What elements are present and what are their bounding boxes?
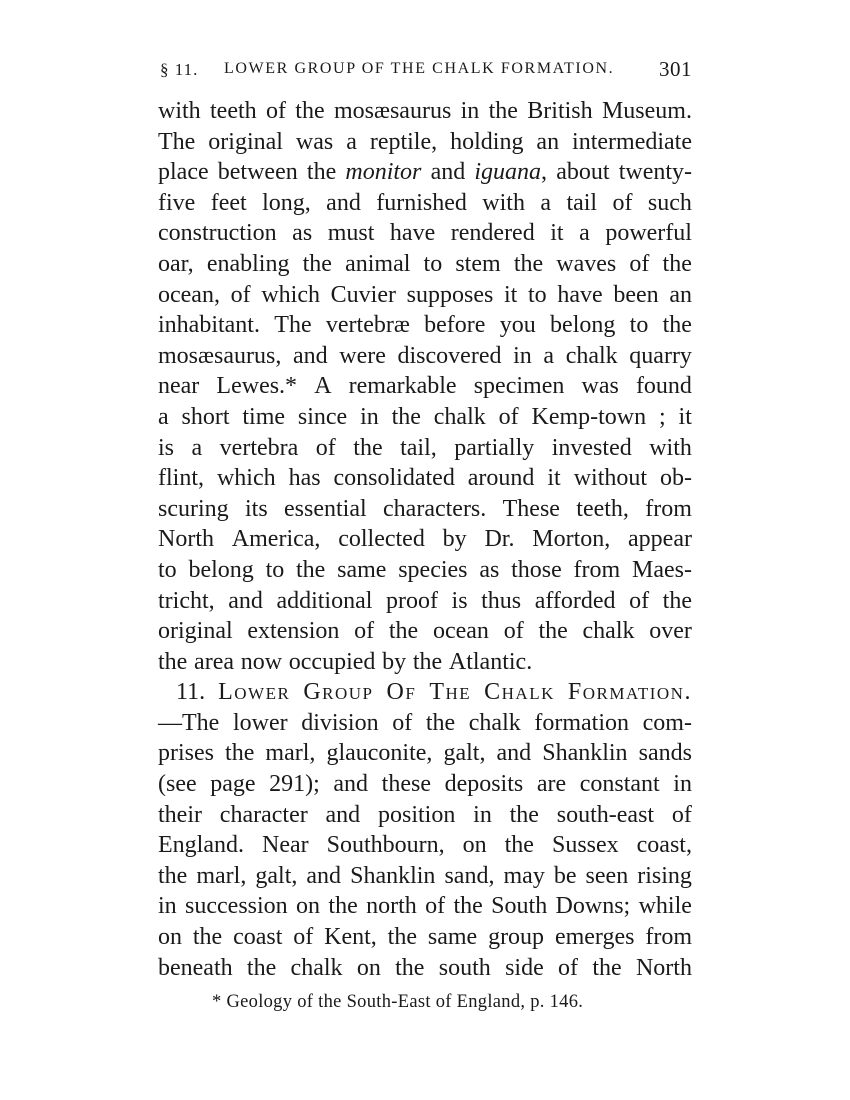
word: the xyxy=(353,434,383,461)
word: marl, xyxy=(196,862,247,889)
word: south-east xyxy=(556,801,655,828)
word: Atlantic. xyxy=(448,648,533,675)
text-line xyxy=(158,738,692,769)
page-number: 301 xyxy=(659,57,692,81)
word: character xyxy=(219,801,308,828)
word: flint, xyxy=(158,465,204,492)
word: belong xyxy=(188,556,254,583)
word: coast xyxy=(233,924,283,951)
word: Near xyxy=(261,832,309,859)
word: the xyxy=(395,954,425,981)
word: animal xyxy=(345,250,411,277)
text-line xyxy=(158,218,692,249)
word: ob- xyxy=(659,465,692,492)
word: were xyxy=(339,342,386,369)
word: of xyxy=(230,281,251,308)
word: England. xyxy=(158,832,244,859)
word: by xyxy=(442,526,467,553)
word: with xyxy=(158,98,201,124)
word: without xyxy=(573,465,648,492)
word: Southbourn, xyxy=(326,832,445,859)
word: was xyxy=(295,128,334,155)
word: must xyxy=(327,220,375,247)
word: prises xyxy=(158,740,214,767)
word: twenty- xyxy=(618,159,692,186)
word: in xyxy=(360,403,379,430)
word: around xyxy=(467,465,535,492)
word: north xyxy=(366,893,417,920)
word: and xyxy=(333,771,369,798)
word: which xyxy=(261,281,320,308)
word: and xyxy=(430,159,466,186)
word: the xyxy=(328,893,358,920)
word: original xyxy=(208,128,283,155)
word: Museum. xyxy=(601,98,692,124)
word: about xyxy=(556,159,610,186)
word: monitor xyxy=(345,159,422,186)
text-line xyxy=(158,922,692,953)
word: since xyxy=(297,403,348,430)
word: of xyxy=(629,250,650,277)
running-head xyxy=(160,57,692,90)
word: on xyxy=(462,832,487,859)
text-line xyxy=(158,524,692,555)
word: to xyxy=(528,281,547,308)
word: an xyxy=(669,281,692,308)
word: ocean xyxy=(432,618,489,645)
word: are xyxy=(536,771,567,798)
word: intermediate xyxy=(572,128,692,155)
word: on xyxy=(158,924,182,951)
word: occupied xyxy=(288,648,376,675)
word: Lewes.* xyxy=(216,373,298,400)
word: chalk xyxy=(582,618,635,645)
word: Shanklin xyxy=(350,862,436,889)
text-line xyxy=(158,310,692,341)
word: on xyxy=(356,954,381,981)
word: —The xyxy=(158,709,220,736)
running-head-section: § 11. xyxy=(160,60,199,79)
word: America, xyxy=(231,526,321,553)
word: is xyxy=(451,587,468,614)
word: of xyxy=(503,618,524,645)
word: scuring xyxy=(158,495,229,522)
word: Of xyxy=(386,679,417,706)
word: chalk xyxy=(433,403,486,430)
word: lower xyxy=(232,709,288,736)
word: marl, xyxy=(265,740,316,767)
word: from xyxy=(645,924,692,951)
word: 291); xyxy=(269,771,320,798)
word: area xyxy=(194,648,234,675)
word: Cuvier xyxy=(330,281,396,308)
word: a xyxy=(158,403,169,430)
word: and xyxy=(228,587,263,614)
section-heading-line xyxy=(158,677,692,708)
body-text xyxy=(158,96,692,983)
word: oar, xyxy=(158,250,194,277)
word: be xyxy=(553,862,577,889)
word: a xyxy=(540,189,552,216)
word: was xyxy=(581,373,619,400)
word: the xyxy=(306,159,337,186)
word: to xyxy=(629,312,649,339)
word: short xyxy=(181,403,230,430)
word: extension xyxy=(247,618,340,645)
word: partially xyxy=(454,434,535,461)
text-line xyxy=(158,647,692,678)
word: is xyxy=(158,434,175,461)
word: belong xyxy=(550,312,616,339)
word: place xyxy=(158,159,209,186)
text-line xyxy=(158,341,692,372)
text-line xyxy=(158,494,692,525)
word: the xyxy=(425,709,456,736)
word: the xyxy=(662,312,692,339)
word: from xyxy=(573,556,621,583)
word: it xyxy=(547,465,561,492)
word: chalk xyxy=(290,954,343,981)
word: the xyxy=(225,740,255,767)
word: in xyxy=(513,342,532,369)
word: North xyxy=(635,954,692,981)
word: collected xyxy=(338,526,425,553)
word: found xyxy=(635,373,692,400)
word: of xyxy=(354,618,375,645)
word: (see xyxy=(158,771,197,798)
word: on xyxy=(296,893,321,920)
word: now xyxy=(240,648,283,675)
word: has xyxy=(288,465,321,492)
word: the xyxy=(662,250,692,277)
text-line xyxy=(158,830,692,861)
word: the xyxy=(488,98,518,124)
word: inhabitant. xyxy=(158,312,260,339)
word: the xyxy=(391,403,421,430)
word: of xyxy=(425,893,446,920)
word: sands xyxy=(638,740,692,767)
word: constant xyxy=(579,771,660,798)
word: reptile, xyxy=(369,128,438,155)
word: tail, xyxy=(400,434,437,461)
text-line xyxy=(158,249,692,280)
word: side xyxy=(505,954,544,981)
word: seen xyxy=(585,862,629,889)
word: to xyxy=(423,250,443,277)
text-line xyxy=(158,402,692,433)
word: iguana, xyxy=(474,159,548,186)
word: A xyxy=(314,373,332,400)
word: of xyxy=(558,954,579,981)
word: supposes xyxy=(406,281,494,308)
word: emerges xyxy=(554,924,635,951)
word: Morton, xyxy=(532,526,611,553)
word: North xyxy=(158,526,214,553)
word: tricht, xyxy=(158,587,215,614)
word: furnished xyxy=(376,189,467,216)
word: a xyxy=(346,128,357,155)
text-line xyxy=(158,555,692,586)
word: beneath xyxy=(158,954,233,981)
word: The xyxy=(158,128,196,155)
word: Maes- xyxy=(631,556,692,583)
word: deposits xyxy=(444,771,524,798)
word: the xyxy=(296,556,326,583)
word: galt, xyxy=(443,740,486,767)
word: thus xyxy=(481,587,522,614)
running-head-title: LOWER GROUP OF THE CHALK FORMATION. xyxy=(224,60,615,77)
word: with xyxy=(649,434,692,461)
word: while xyxy=(638,893,692,920)
word: Kent, xyxy=(324,924,377,951)
word: Sussex xyxy=(551,832,619,859)
word: over xyxy=(649,618,692,645)
word: enabling xyxy=(206,250,290,277)
word: before xyxy=(424,312,486,339)
word: remarkable xyxy=(348,373,457,400)
word: of xyxy=(629,587,650,614)
word: and xyxy=(325,801,361,828)
word: ; xyxy=(659,403,666,430)
text-line xyxy=(158,616,692,647)
word: the xyxy=(158,648,188,675)
word: in xyxy=(158,893,177,920)
word: time xyxy=(242,403,286,430)
word: Kemp-town xyxy=(531,403,647,430)
word: glauconite, xyxy=(326,740,433,767)
word: have xyxy=(557,281,603,308)
word: of xyxy=(315,434,336,461)
word: chalk xyxy=(565,342,618,369)
word: Dr. xyxy=(484,526,515,553)
word: to xyxy=(265,556,285,583)
text-line xyxy=(158,769,692,800)
word: ocean, xyxy=(158,281,220,308)
text-line xyxy=(158,127,692,158)
word: of xyxy=(392,709,413,736)
word: discovered xyxy=(397,342,502,369)
word: in xyxy=(673,771,692,798)
word: a xyxy=(579,220,590,247)
word: near xyxy=(158,373,200,400)
word: as xyxy=(479,556,500,583)
word: same xyxy=(427,924,478,951)
word: its xyxy=(245,495,268,522)
word: as xyxy=(292,220,313,247)
word: between xyxy=(217,159,298,186)
word: formation xyxy=(534,709,630,736)
text-line xyxy=(158,861,692,892)
text-line xyxy=(158,708,692,739)
word: south xyxy=(438,954,491,981)
word: in xyxy=(473,801,492,828)
text-line xyxy=(158,891,692,922)
word: Shanklin xyxy=(542,740,628,767)
text-line xyxy=(158,463,692,494)
text-line xyxy=(158,188,692,219)
word: of xyxy=(293,924,314,951)
word: of xyxy=(612,189,633,216)
word: Chalk xyxy=(484,679,555,706)
word: consolidated xyxy=(333,465,455,492)
word: powerful xyxy=(605,220,692,247)
word: feet xyxy=(210,189,247,216)
word: species xyxy=(398,556,468,583)
word: division xyxy=(301,709,379,736)
word: same xyxy=(337,556,387,583)
word: waves xyxy=(556,250,617,277)
word: may xyxy=(503,862,545,889)
word: by xyxy=(382,648,407,675)
word: Group xyxy=(303,679,374,706)
word: proof xyxy=(385,587,438,614)
word: galt, xyxy=(255,862,298,889)
word: from xyxy=(645,495,692,522)
word: such xyxy=(647,189,692,216)
word: and xyxy=(292,342,328,369)
word: of xyxy=(265,98,286,124)
word: mosæsaurus, xyxy=(158,342,282,369)
word: Downs; xyxy=(555,893,631,920)
text-line xyxy=(158,280,692,311)
word: long, xyxy=(262,189,311,216)
word: five xyxy=(158,189,196,216)
word: the xyxy=(302,250,332,277)
word: The xyxy=(274,312,312,339)
text-line xyxy=(158,433,692,464)
text-line xyxy=(158,371,692,402)
word: have xyxy=(389,220,436,247)
word: the xyxy=(662,587,692,614)
word: their xyxy=(158,801,202,828)
word: those xyxy=(511,556,562,583)
word: the xyxy=(158,862,188,889)
word: with xyxy=(482,189,525,216)
word: These xyxy=(502,495,560,522)
word: and xyxy=(306,862,342,889)
word: quarry xyxy=(629,342,692,369)
word: essential xyxy=(284,495,367,522)
word: original xyxy=(158,618,233,645)
word: characters. xyxy=(383,495,487,522)
word: group xyxy=(488,924,545,951)
word: chalk xyxy=(468,709,521,736)
word: coast, xyxy=(636,832,692,859)
text-line xyxy=(158,953,692,984)
word: these xyxy=(381,771,431,798)
word: construction xyxy=(158,220,277,247)
word: the xyxy=(504,832,534,859)
word: teeth xyxy=(210,98,257,124)
word: a xyxy=(543,342,555,369)
word: it xyxy=(678,403,692,430)
word: the xyxy=(513,250,544,277)
word: The xyxy=(429,679,472,706)
word: succession xyxy=(185,893,288,920)
word: and xyxy=(496,740,532,767)
word: the xyxy=(509,801,539,828)
word: of xyxy=(498,403,519,430)
word: tail xyxy=(566,189,598,216)
word: Formation. xyxy=(567,679,692,706)
word: invested xyxy=(551,434,632,461)
word: a xyxy=(191,434,203,461)
word: sand, xyxy=(444,862,495,889)
word: the xyxy=(453,893,483,920)
word: in xyxy=(460,98,480,124)
word: page xyxy=(210,771,256,798)
word: vertebra xyxy=(219,434,299,461)
word: holding xyxy=(450,128,524,155)
word: specimen xyxy=(473,373,565,400)
word: you xyxy=(499,312,536,339)
word: British xyxy=(527,98,593,124)
word: the xyxy=(592,954,622,981)
word: the xyxy=(387,924,417,951)
word: which xyxy=(216,465,276,492)
word: an xyxy=(536,128,560,155)
word: mosæsaurus xyxy=(333,98,452,124)
word: and xyxy=(326,189,361,216)
word: of xyxy=(671,801,692,828)
word: been xyxy=(613,281,659,308)
text-line xyxy=(158,586,692,617)
word: the xyxy=(538,618,568,645)
word: the xyxy=(388,618,419,645)
word: position xyxy=(378,801,456,828)
word: the xyxy=(295,98,325,124)
word: it xyxy=(503,281,518,308)
word: vertebræ xyxy=(325,312,410,339)
word: teeth, xyxy=(576,495,629,522)
text-line xyxy=(158,96,692,127)
word: stem xyxy=(455,250,501,277)
word: rising xyxy=(637,862,692,889)
word: the xyxy=(192,924,223,951)
word: the xyxy=(246,954,277,981)
word: South xyxy=(491,893,548,920)
text-line xyxy=(158,157,692,188)
word: rendered xyxy=(450,220,535,247)
word: it xyxy=(550,220,564,247)
word: to xyxy=(158,556,177,583)
word: Lower xyxy=(218,679,291,706)
word: the xyxy=(412,648,443,675)
word: com- xyxy=(642,709,692,736)
word: afforded xyxy=(534,587,616,614)
text-line xyxy=(158,800,692,831)
word: 11. xyxy=(176,679,206,706)
footnote: * Geology of the South-East of England, p. 146. xyxy=(212,992,584,1012)
word: appear xyxy=(628,526,692,553)
word: additional xyxy=(276,587,373,614)
